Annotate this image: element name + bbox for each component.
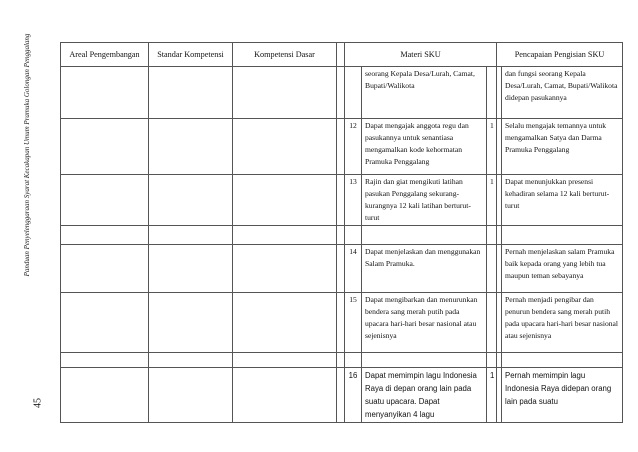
separator-row bbox=[61, 226, 623, 245]
row-number bbox=[345, 67, 362, 119]
count-cell bbox=[487, 293, 497, 353]
materi-cell: seorang Kepala Desa/Lurah, Camat, Bupati/Walikota bbox=[362, 67, 487, 119]
row-number: 15 bbox=[345, 293, 362, 353]
row-number: 13 bbox=[345, 175, 362, 226]
count-cell: 1 bbox=[487, 175, 497, 226]
pencapaian-cell: Selalu mengajak temannya untuk mengamalkan Satya dan Darma Pramuka Penggalang bbox=[502, 119, 623, 175]
row-number: 16 bbox=[345, 368, 362, 423]
count-cell: 1 bbox=[487, 119, 497, 175]
running-title-text: Panduan Penyelenggaraan Syarat Kecakapan Umum Pramuka Golongan Penggalang bbox=[23, 33, 31, 277]
running-title bbox=[4, 30, 50, 280]
pencapaian-cell: Pernah menjadi pengibar dan penurun bendera sang merah putih pada upacara hari-hari besar nasional atau sejenisnya bbox=[502, 293, 623, 353]
materi-cell: Dapat menjelaskan dan menggunakan Salam Pramuka. bbox=[362, 245, 487, 293]
header-materi: Materi SKU bbox=[345, 43, 497, 67]
pencapaian-cell: dan fungsi seorang Kepala Desa/Lurah, Camat, Bupati/Walikota didepan pasukannya bbox=[502, 67, 623, 119]
pencapaian-cell: Pernah menjelaskan salam Pramuka baik kepada orang yang lebih tua maupun teman sebayanya bbox=[502, 245, 623, 293]
table-row bbox=[61, 119, 623, 175]
page-number bbox=[28, 383, 48, 423]
table-row bbox=[61, 368, 623, 423]
header-standar: Standar Kompetensi bbox=[149, 43, 233, 67]
count-cell bbox=[487, 67, 497, 119]
header-pencapaian: Pencapaian Pengisian SKU bbox=[497, 43, 623, 67]
table-header-row bbox=[61, 43, 623, 67]
sku-table bbox=[60, 42, 623, 423]
header-blank bbox=[337, 43, 345, 67]
header-areal: Areal Pengembangan bbox=[61, 43, 149, 67]
table-row bbox=[61, 67, 623, 119]
count-cell bbox=[487, 245, 497, 293]
header-kompetensi: Kompetensi Dasar bbox=[233, 43, 337, 67]
table-row bbox=[61, 245, 623, 293]
separator-row bbox=[61, 353, 623, 368]
pencapaian-cell: Pernah memimpin lagu Indonesia Raya didepan orang lain pada suatu bbox=[502, 368, 623, 423]
materi-cell: Rajin dan giat mengikuti latihan pasukan Penggalang sekurang-kurangnya 12 kali latihan berturut-turut bbox=[362, 175, 487, 226]
row-number: 12 bbox=[345, 119, 362, 175]
table-row bbox=[61, 175, 623, 226]
materi-cell: Dapat memimpin lagu Indonesia Raya di depan orang lain pada suatu upacara. Dapat menyanyikan 4 lagu bbox=[362, 368, 487, 423]
count-cell: 1 bbox=[487, 368, 497, 423]
materi-cell: Dapat mengibarkan dan menurunkan bendera sang merah putih pada upacara hari-hari besar nasional atau sejenisnya bbox=[362, 293, 487, 353]
materi-cell: Dapat mengajak anggota regu dan pasukannya untuk senantiasa mengamalkan kode kehormatan Pramuka Penggalang bbox=[362, 119, 487, 175]
page-number-text: 45 bbox=[32, 398, 44, 408]
table-row bbox=[61, 293, 623, 353]
row-number: 14 bbox=[345, 245, 362, 293]
pencapaian-cell: Dapat menunjukkan presensi kehadiran selama 12 kali berturut-turut bbox=[502, 175, 623, 226]
